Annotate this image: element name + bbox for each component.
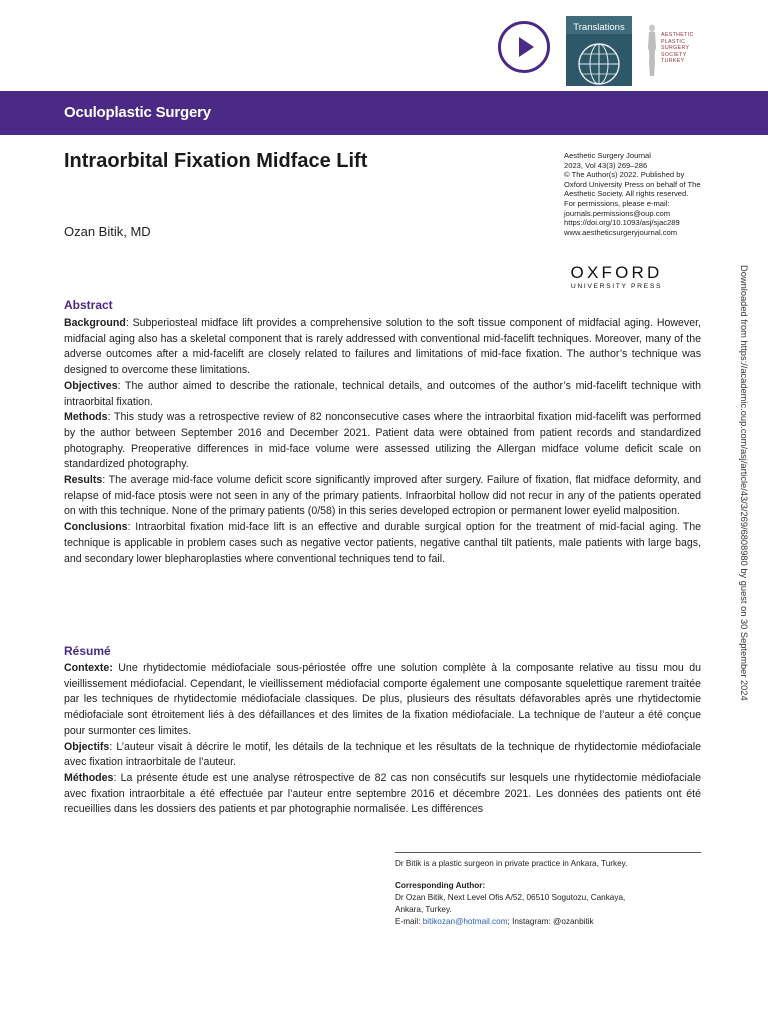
section-banner bbox=[0, 91, 768, 135]
email-label: E-mail: bbox=[395, 917, 423, 926]
download-notice-text: Downloaded from https://academic.oup.com/asj/article/43/3/269/6808980 by guest on 30 September 2024 bbox=[739, 265, 749, 701]
journal-info-line[interactable]: www.aestheticsurgeryjournal.com bbox=[564, 227, 678, 237]
background-text: : Subperiosteal midface lift provides a comprehensive solution to the soft tissue component of midfacial aging. However, midfacial aging also has a skeletal component that is rarely addressed with conventional mid-facelift techniques. Moreover, many of the adverse outcomes after a mid-facelift are closely related to failures and limitations of mid-face fixation. The author’s technique was designed to overcome these limitations. bbox=[64, 317, 701, 377]
corresponding-address-line: Ankara, Turkey. bbox=[395, 905, 452, 914]
journal-info-line[interactable]: https://doi.org/10.1093/asj/sjac289 bbox=[564, 218, 680, 228]
background-label: Background bbox=[64, 317, 126, 329]
article-author: Ozan Bitik, MD bbox=[64, 224, 151, 239]
abstract-conclusions bbox=[64, 520, 701, 567]
section-label: Oculoplastic Surgery bbox=[64, 104, 211, 121]
corresponding-author-label: Corresponding Author: bbox=[395, 881, 486, 890]
contexte-label: Contexte: bbox=[64, 662, 113, 674]
journal-info-line: 2023, Vol 43(3) 269–286 bbox=[564, 160, 648, 170]
objectifs-text: : L’auteur visait à décrire le motif, les détails de la technique et les résultats de la technique de rhytidectomie médiofaciale avec fixation intraorbitale de l’auteur. bbox=[64, 740, 701, 769]
instagram-text: ; Instagram: @ozanbitik bbox=[507, 917, 594, 926]
email-link[interactable]: bitikozan@hotmail.com bbox=[422, 917, 508, 926]
resume-body bbox=[64, 661, 701, 818]
abstract-results bbox=[64, 473, 701, 520]
contact-line bbox=[395, 916, 701, 928]
results-label: Results bbox=[64, 474, 103, 487]
journal-info-line: © The Author(s) 2022. Published by bbox=[564, 170, 685, 180]
resume-objectifs bbox=[64, 740, 701, 771]
abstract-methods bbox=[64, 410, 701, 473]
publisher-subname: UNIVERSITY PRESS bbox=[570, 283, 663, 290]
objectives-text: : The author aimed to describe the rationale, technical details, and outcomes of the author’s mid-facelift technique with intraorbital fixation. bbox=[64, 379, 701, 408]
abstract-body bbox=[64, 316, 701, 567]
author-affiliation: Dr Bitik is a plastic surgeon in private practice in Ankara, Turkey. bbox=[395, 859, 628, 868]
resume-methodes bbox=[64, 771, 701, 818]
methods-label: Methods bbox=[64, 411, 108, 424]
objectives-label: Objectives bbox=[64, 379, 118, 392]
journal-info bbox=[564, 151, 714, 237]
journal-info-line: Aesthetic Society. All rights reserved. bbox=[564, 189, 689, 199]
society-logo bbox=[641, 22, 701, 80]
author-footnote bbox=[395, 858, 701, 928]
play-icon bbox=[501, 24, 547, 70]
corresponding-address-line: Dr Ozan Bitik, Next Level Ofis A/52, 06510 Sogutozu, Cankaya, bbox=[395, 893, 626, 902]
statue-icon bbox=[643, 22, 661, 78]
methods-text: : This study was a retrospective review of 82 nonconsecutive cases where the intraorbital fixation mid-facelift was performed by the author between September 2016 and December 2021. Patient data were obtained from patient records and standardized photography. Preoperative differences in mid-face volume were assessed utilizing the Allergan midface volume deficit scale on standardized photography. bbox=[64, 411, 701, 471]
journal-info-line: For permissions, please e-mail: bbox=[564, 198, 670, 208]
footnote-divider bbox=[395, 852, 701, 853]
results-text: : The average mid-face volume deficit score significantly improved after surgery. Failure of fixation, flat midface deformity, and relapse of mid-face ptosis were not seen in any of the primary patients. Infraorbital hollow did not recur in any of the patients operated on with this technique. None of the primary patients (0/58) in this series developed ectropion or permanent lower eyelid malposition. bbox=[64, 474, 701, 518]
translations-badge[interactable] bbox=[566, 16, 632, 86]
translations-label: Translations bbox=[573, 22, 625, 33]
globe-icon bbox=[566, 34, 632, 86]
journal-info-line[interactable]: journals.permissions@oup.com bbox=[564, 208, 671, 218]
download-notice bbox=[735, 265, 749, 765]
resume-heading: Résumé bbox=[64, 644, 111, 658]
society-logo-text: AESTHETIC PLASTIC SURGERY SOCIETY TURKEY bbox=[661, 32, 694, 65]
abstract-background bbox=[64, 316, 701, 379]
abstract-objectives bbox=[64, 379, 701, 410]
journal-info-line: Oxford University Press on behalf of The bbox=[564, 179, 701, 189]
journal-info-line: Aesthetic Surgery Journal bbox=[564, 151, 651, 160]
conclusions-label: Conclusions bbox=[64, 521, 128, 534]
publisher-logo bbox=[564, 263, 669, 290]
methodes-text: : La présente étude est une analyse rétrospective de 82 cas non consécutifs sur lesquels une rhytidectomie médiofaciale avec fixation intraorbitale a été effectuée par l’auteur entre septembre 2016 et décembre 2021. Les données des patients ont été recueillies dans les dossiers des patients et par photographie normalisée. Les différences bbox=[64, 771, 701, 816]
article-title: Intraorbital Fixation Midface Lift bbox=[64, 150, 368, 172]
conclusions-text: : Intraorbital fixation mid-face lift is an effective and durable surgical option for the treatment of mid-facial aging. The technique is applicable in problem cases such as negative vector patients, negative canthal tilt patients, male patients with large bags, and secondary lower blepharoplasties where conventional techniques tend to fail. bbox=[64, 521, 701, 565]
resume-contexte bbox=[64, 661, 701, 740]
objectifs-label: Objectifs bbox=[64, 740, 110, 753]
methodes-label: Méthodes bbox=[64, 771, 114, 784]
abstract-heading: Abstract bbox=[64, 298, 113, 312]
publisher-name: OXFORD bbox=[570, 263, 663, 282]
contexte-text: Une rhytidectomie médiofaciale sous-périostée offre une solution complète à la composante relative au tissu mou du vieillissement médiofacial. Cependant, le vieillissement médiofacial comporte également une composante squelettique rarement traitée par les techniques de rhytidectomie médiofaciale classiques. De plus, plusieurs des résultats défavorables après une rhytidectomie médiofaciale sont étroitement liés à des défaillances et des limites de la fixation médiofaciale. La technique de l’auteur a été conçue pour surmonter ces limites. bbox=[64, 662, 701, 737]
video-play-button[interactable] bbox=[498, 21, 550, 73]
